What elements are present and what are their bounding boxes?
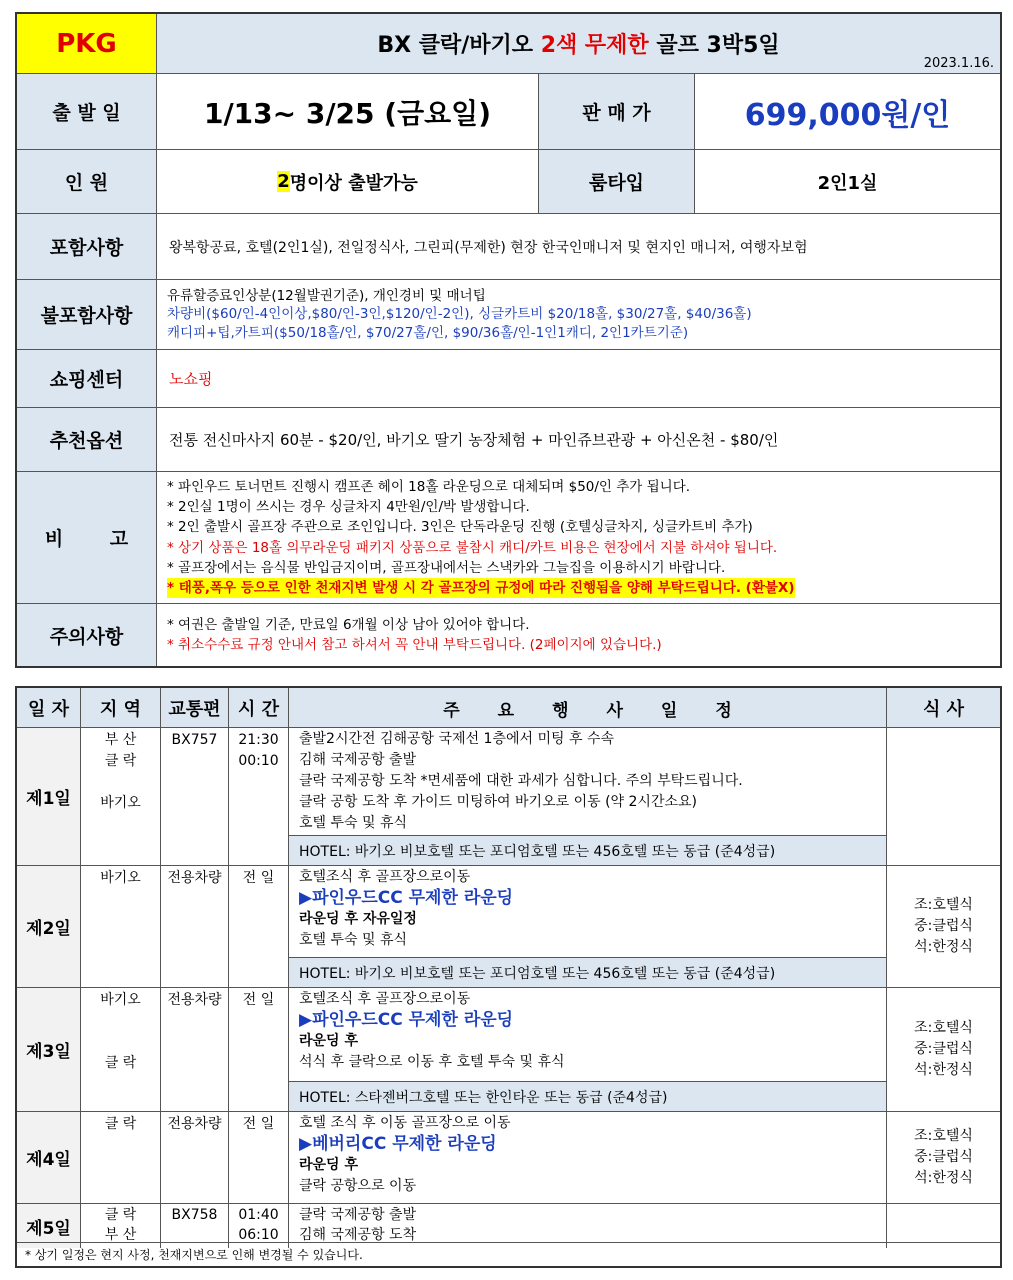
remark-item: * 상기 상품은 18홀 의무라운딩 패키지 상품으로 불참시 캐디/카트 비용은 현장에서 지불 하셔야 됩니다.: [167, 539, 778, 556]
schedule-line: 클락 국제공항 출발: [299, 1207, 417, 1223]
meal-breakfast: 조:호텔식: [914, 1020, 973, 1036]
transport-text: BX757: [171, 732, 218, 748]
option-label: 추천옵션: [17, 408, 157, 471]
header-schedule: 주요행사일정: [289, 688, 887, 728]
package-info-table: [15, 12, 1002, 668]
shopping-row: [17, 350, 1000, 408]
day-label: 제2일: [17, 866, 81, 987]
meal-dinner: 석:한정식: [914, 939, 973, 955]
header-region: 지 역: [81, 688, 161, 728]
remark-item: * 파인우드 토너먼트 진행시 캠프존 헤이 18홀 라운딩으로 대체되며 $50/인 추가 됩니다.: [167, 478, 691, 495]
region-text: 부 산: [104, 732, 137, 748]
itinerary-day-2: [17, 866, 1000, 988]
time-text: 01:40: [238, 1207, 279, 1223]
day-time: [229, 1112, 289, 1203]
schedule-line: 호텔조식 후 골프장으로이동: [299, 869, 471, 885]
schedule-line: 김해 국제공항 출발: [299, 752, 417, 768]
day-time: [229, 728, 289, 865]
region-text: 바기오: [100, 992, 141, 1008]
schedule-line: 호텔 투숙 및 휴식: [299, 932, 408, 948]
remarks-label: 비 고: [17, 472, 157, 603]
header-time: 시 간: [229, 688, 289, 728]
remark-item-warning: * 태풍,폭우 등으로 인한 천재지변 발생 시 각 골프장의 규정에 따라 진행됨을 양해 부탁드립니다. (환불X): [167, 578, 795, 598]
time-text: 00:10: [238, 753, 279, 769]
transport-text: BX758: [171, 1207, 218, 1223]
meal-dinner: 석:한정식: [914, 1170, 973, 1186]
excluded-label: 불포함사항: [17, 280, 157, 349]
departure-label: 출 발 일: [17, 74, 157, 149]
day-transport: [161, 1112, 229, 1203]
document-date: 2023.1.16.: [923, 56, 994, 71]
day-region: [81, 1112, 161, 1203]
title-text-3: 골프 3박5일: [648, 33, 780, 58]
day-transport: [161, 728, 229, 865]
day-meals: [887, 988, 1000, 1111]
remark-item: * 2인실 1명이 쓰시는 경우 싱글차지 4만원/인/박 발생합니다.: [167, 499, 530, 515]
price-label: 판 매 가: [539, 74, 695, 149]
people-value: [157, 150, 539, 213]
day-schedule: [289, 1112, 887, 1203]
shopping-value: 노쇼핑: [169, 370, 213, 388]
header-meals: 식 사: [922, 699, 965, 720]
itinerary-day-3: [17, 988, 1000, 1112]
golf-course-highlight: ▶파인우드CC 무제한 라운딩: [299, 888, 514, 908]
remarks-list: [157, 472, 1000, 603]
region-text: 부 산: [104, 1227, 137, 1243]
itinerary-day-1: [17, 728, 1000, 866]
day-label: 제4일: [17, 1112, 81, 1203]
caution-item: * 여권은 출발일 기준, 만료일 6개월 이상 남아 있어야 합니다.: [167, 616, 530, 633]
region-text: 바기오: [100, 795, 141, 811]
day-meals: [887, 728, 1000, 865]
included-value: 왕복항공료, 호텔(2인1실), 전일정식사, 그린피(무제한) 현장 한국인매니저 및 현지인 매니저, 여행자보험: [169, 239, 808, 256]
excluded-item: 유류할증료인상분(12월발권기준), 개인경비 및 매너팁: [167, 288, 486, 305]
transport-text: 전용차량: [167, 992, 222, 1008]
room-value: 2인1실: [817, 172, 878, 194]
day-region: [81, 728, 161, 865]
region-text: 클 락: [104, 1116, 137, 1132]
title-text-1: BX 클락/바기오: [377, 33, 541, 58]
transport-text: 전용차량: [167, 1116, 222, 1132]
people-count: 2: [277, 171, 290, 192]
header-transport: 교통편: [161, 688, 229, 728]
schedule-line: 석식 후 클락으로 이동 후 호텔 투숙 및 휴식: [299, 1054, 565, 1070]
time-text: 06:10: [238, 1227, 279, 1243]
schedule-line: 클락 공항 도착 후 가이드 미팅하여 바기오로 이동 (약 2시간소요): [299, 794, 697, 810]
meal-dinner: 석:한정식: [914, 1062, 973, 1078]
day-schedule: [289, 988, 887, 1111]
meal-lunch: 중:클럽식: [914, 1041, 973, 1057]
schedule-line: 라운딩 후: [299, 1157, 358, 1173]
day-meals: [887, 1112, 1000, 1203]
title-text-highlight: 2색 무제한: [540, 33, 649, 58]
title-row: [17, 14, 1000, 74]
region-text: 클 락: [104, 1207, 137, 1223]
schedule-line: 호텔조식 후 골프장으로이동: [299, 991, 471, 1007]
schedule-line: 호텔 투숙 및 휴식: [299, 815, 408, 831]
excluded-item: 캐디피+팁,카트피($50/18홀/인, $70/27홀/인, $90/36홀/인-1인1캐디, 2인1카트기준): [167, 324, 689, 341]
excluded-list: [157, 280, 1000, 349]
day-schedule: [289, 728, 887, 865]
departure-value: 1/13~ 3/25 (금요일): [157, 74, 539, 149]
option-row: [17, 408, 1000, 472]
departure-row: [17, 74, 1000, 150]
meal-lunch: 중:클럽식: [914, 1149, 973, 1165]
day-time: [229, 866, 289, 987]
schedule-line: 출발2시간전 김해공항 국제선 1층에서 미팅 후 수속: [299, 731, 614, 747]
remarks-row: [17, 472, 1000, 604]
price-value: 699,000원/인: [744, 97, 951, 133]
remark-item: * 골프장에서는 음식물 반입금지이며, 골프장내에서는 스낵카와 그늘집을 이용하시기 바랍니다.: [167, 559, 726, 576]
golf-course-highlight: ▶베버리CC 무제한 라운딩: [299, 1134, 497, 1154]
caution-item: * 취소수수료 규정 안내서 참고 하셔서 꼭 안내 부탁드립니다. (2페이지에 있습니다.): [167, 637, 662, 653]
meal-lunch: 중:클럽식: [914, 918, 973, 934]
day-label: 제1일: [17, 728, 81, 865]
pkg-badge: PKG: [17, 14, 157, 73]
caution-row: [17, 604, 1000, 666]
region-text: 클 락: [104, 753, 137, 769]
meal-breakfast: 조:호텔식: [914, 897, 973, 913]
golf-course-highlight: ▶파인우드CC 무제한 라운딩: [299, 1010, 514, 1030]
room-label: 룸타입: [539, 150, 695, 213]
hotel-info: HOTEL: 바기오 비보호텔 또는 포디엄호텔 또는 456호텔 또는 동급 (준4성급): [289, 835, 886, 865]
time-text: 전 일: [242, 1116, 275, 1132]
region-text: 바기오: [100, 870, 141, 886]
schedule-line: 클락 국제공항 도착 *면세품에 대한 과세가 심합니다. 주의 부탁드립니다.: [299, 773, 743, 789]
day-transport: [161, 866, 229, 987]
shopping-label: 쇼핑센터: [17, 350, 157, 407]
itinerary-footnote: * 상기 일정은 현지 사정, 천재지변으로 인해 변경될 수 있습니다.: [17, 1242, 1000, 1266]
schedule-line: 호텔 조식 후 이동 골프장으로 이동: [299, 1115, 511, 1131]
day-transport: [161, 988, 229, 1111]
header-day: 일 자: [17, 688, 81, 728]
day-region: [81, 988, 161, 1111]
time-text: 21:30: [238, 732, 279, 748]
people-text: 명이상 출발가능: [289, 172, 418, 194]
region-text: 클 락: [104, 1055, 137, 1071]
day-label: 제5일: [17, 1204, 81, 1248]
package-title: [157, 14, 1000, 73]
itinerary-header: [17, 688, 1000, 728]
schedule-line: 클락 공항으로 이동: [299, 1178, 417, 1194]
day-schedule: [289, 866, 887, 987]
time-text: 전 일: [242, 992, 275, 1008]
itinerary-table: [15, 686, 1002, 1268]
meal-breakfast: 조:호텔식: [914, 1128, 973, 1144]
hotel-info: HOTEL: 스타젠버그호텔 또는 한인타운 또는 동급 (준4성급): [289, 1081, 886, 1111]
included-row: [17, 214, 1000, 280]
transport-text: 전용차량: [167, 870, 222, 886]
people-label: 인 원: [17, 150, 157, 213]
day-region: [81, 866, 161, 987]
hotel-info: HOTEL: 바기오 비보호텔 또는 포디엄호텔 또는 456호텔 또는 동급 (준4성급): [289, 957, 886, 987]
caution-label: 주의사항: [17, 604, 157, 666]
excluded-item: 차량비($60/인-4인이상,$80/인-3인,$120/인-2인), 싱글카트비 $20/18홀, $30/27홀, $40/36홀): [167, 306, 752, 323]
day-label: 제3일: [17, 988, 81, 1111]
excluded-row: [17, 280, 1000, 350]
remark-item: * 2인 출발시 골프장 주관으로 조인입니다. 3인은 단독라운딩 진행 (호텔싱글차지, 싱글카트비 추가): [167, 519, 753, 536]
schedule-line: 라운딩 후 자유일정: [299, 911, 417, 927]
day-time: [229, 988, 289, 1111]
day-meals: [887, 866, 1000, 987]
time-text: 전 일: [242, 870, 275, 886]
people-row: [17, 150, 1000, 214]
caution-list: [157, 604, 1000, 666]
itinerary-day-4: [17, 1112, 1000, 1204]
schedule-line: 김해 국제공항 도착: [299, 1227, 417, 1243]
included-label: 포함사항: [17, 214, 157, 279]
option-value: 전통 전신마사지 60분 - $20/인, 바기오 딸기 농장체험 + 마인쥬브관광 + 아신온천 - $80/인: [169, 431, 779, 449]
schedule-line: 라운딩 후: [299, 1033, 358, 1049]
